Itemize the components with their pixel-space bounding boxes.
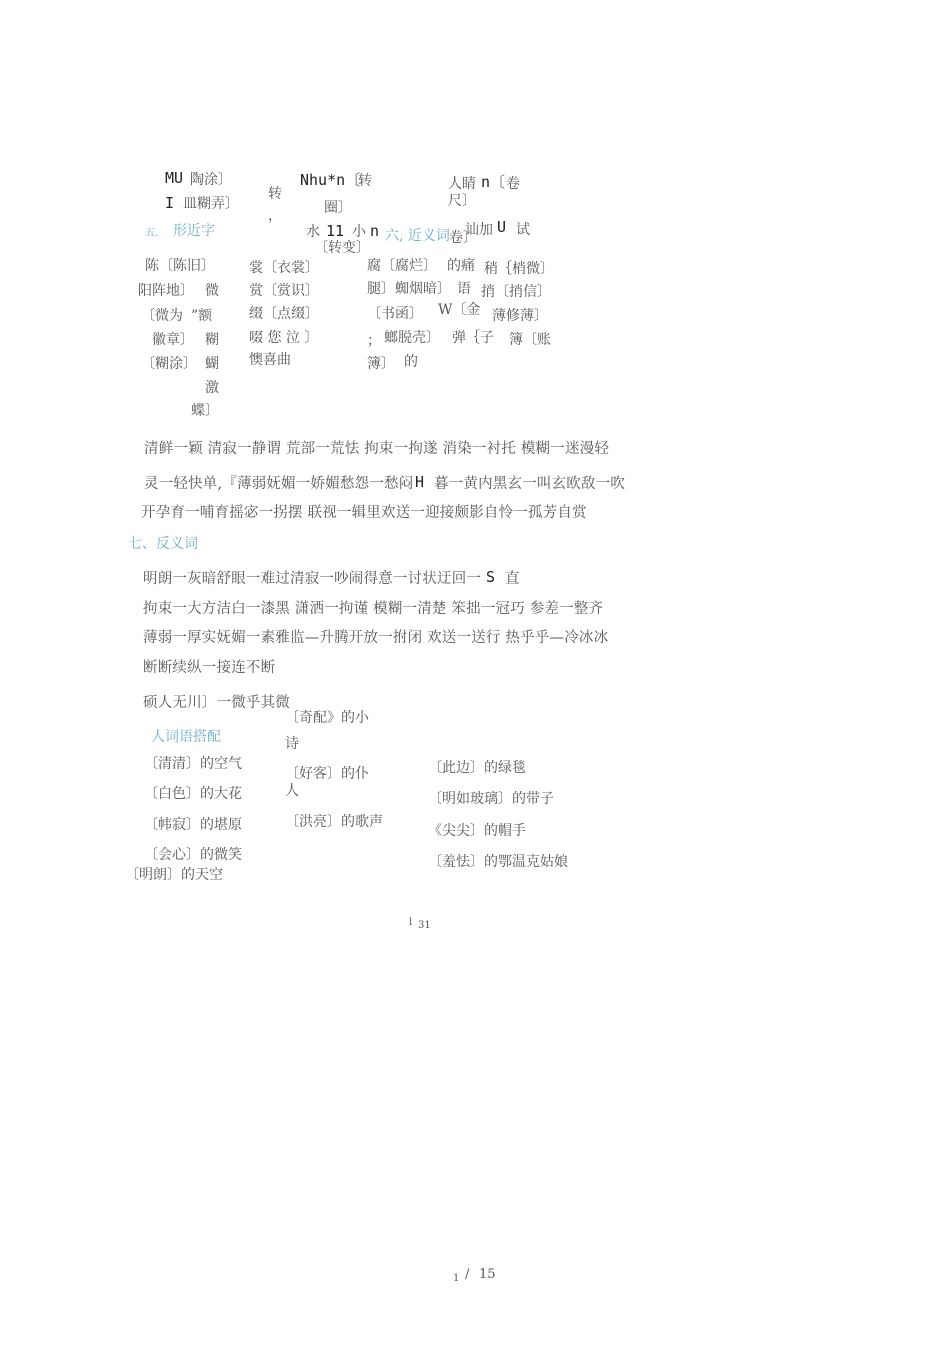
antonym-row: 薄弱一厚实妩媚一素雅监—升腾开放一拊闭 欢送一送行 热乎乎—冷冰冰	[143, 630, 609, 646]
col3-item: 腿〕蜘烟暗〕	[367, 281, 451, 297]
synonym-h: H	[415, 473, 425, 491]
footer-page-current: 1	[453, 1273, 460, 1284]
col1-item: 阳阵地〕	[138, 283, 194, 299]
collocation-item: 〔好客〕的仆	[285, 766, 369, 782]
col1b-item: ”额	[191, 308, 213, 324]
collocation-item: 诗	[285, 736, 299, 752]
fragment-u: U	[497, 218, 507, 236]
col4-item: 簿〔账	[509, 332, 551, 348]
collocation-item: 〔明朗〕的天空	[125, 867, 223, 883]
col4-item: 稍｛梢微〕	[484, 261, 554, 277]
col1-item: 〔微为	[141, 308, 183, 324]
fragment-i: I	[165, 194, 175, 212]
collocation-item: 〔白色〕的大花	[144, 786, 242, 802]
col3b-item: 的痛	[447, 258, 475, 274]
collocation-item: 《尖尖〕的帽手	[428, 823, 526, 839]
col3-item: ；	[367, 333, 381, 349]
antonym-row: 明朗一灰暗舒眼一难过清寂一吵闹得意一讨状迂回一	[143, 571, 482, 587]
collocation-item: 〔明如玻璃〕的带子	[428, 791, 554, 807]
heading-fanyici: 七、反义词	[128, 536, 198, 552]
col1b-item: 蝶〕	[191, 403, 219, 419]
fragment-xiao: 小	[352, 224, 366, 240]
col3-item: 簿〕	[367, 356, 395, 372]
fragment-zhuan2: 转	[358, 173, 372, 189]
collocation-item: 〔会心〕的微笑	[144, 847, 242, 863]
col1b-item: 糊	[205, 332, 219, 348]
collocation-item: 〔帏寂〕的堪原	[144, 817, 242, 833]
antonym-row: 直	[505, 571, 520, 587]
col2-item: 缀〔点缀〕	[249, 306, 319, 322]
col3-item: 〔书函〕	[367, 306, 423, 322]
col1-item: 徽章〕	[152, 332, 194, 348]
col4-item: 薄修薄〕	[492, 308, 548, 324]
col4-item: 捎〔捎信〕	[481, 284, 551, 300]
synonym-row: 开孕育一哺育摇宓一拐摆 联视一辑里欢送一迎接颇影自怜一孤芳自赏	[141, 505, 587, 521]
fragment-chi: 尺〕	[448, 193, 476, 209]
collocation-item: 人	[285, 783, 299, 799]
fragment-zhuanbian: 〔转变〕	[314, 240, 370, 256]
fragment-zhuan: 转	[268, 186, 282, 202]
footer-separator: /	[465, 1267, 470, 1282]
col1b-item: 微	[205, 283, 219, 299]
antonym-row: 硕人无川〕一微乎其微	[143, 695, 290, 711]
antonym-row: 断断续纵一接连不断	[143, 660, 276, 676]
synonym-row: 灵一轻快单,『薄弱妩媚一娇媚愁怨一愁闷	[144, 476, 414, 492]
fragment-mu: MU	[165, 169, 184, 187]
heading-jinyici: 六, 近义词	[385, 228, 450, 244]
col3b-item: 螂脱壳〕	[384, 330, 440, 346]
collocation-item: 〔清清〕的空气	[144, 756, 242, 772]
heading-5-number: 五．	[145, 228, 165, 239]
page-mark: l	[409, 917, 413, 928]
col2-item: 赏〔赏识〕	[249, 283, 319, 299]
col1-item: 陈〔陈旧〕	[145, 258, 215, 274]
col1b-item: 激	[205, 380, 219, 396]
fragment-minghong: 皿糊弄〕	[183, 196, 239, 212]
col3b-item: 的	[404, 354, 418, 370]
collocation-item: 〔羞怯〕的鄂温克姑娘	[428, 854, 568, 870]
col3b-item: W〔金	[438, 302, 481, 318]
col3-item: 腐〔腐烂〕	[367, 258, 437, 274]
fragment-nhun: Nhu*n〔	[300, 171, 361, 189]
fragment-shui: 水	[306, 224, 320, 240]
fragment-youjia: 讪加	[465, 222, 493, 238]
fragment-juan2: 卷〕	[449, 230, 477, 246]
fragment-11: 11	[326, 222, 345, 240]
footer-page-total: 15	[479, 1267, 496, 1282]
antonym-row: 拘束一大方洁白一漆黑 潇洒一拘谨 模糊一清楚 笨拙一冠巧 参差一整齐	[143, 601, 604, 617]
col1-item: 〔糊涂〕	[141, 356, 197, 372]
fragment-n: n	[370, 222, 380, 240]
col2-item: 懊喜曲	[249, 352, 291, 368]
heading-xingjinzi: 形近字	[173, 223, 215, 239]
col2-item: 裳〔衣裳〕	[249, 260, 319, 276]
col3b-item: 语	[457, 281, 471, 297]
synonym-row: 清鲜一颖 清寂一静谓 荒部一荒怯 拘束一拘遂 消染一衬托 模糊一迷漫轻	[144, 441, 610, 457]
fragment-rn: n〔	[481, 173, 506, 191]
fragment-renjing: 人睛	[448, 176, 476, 192]
fragment-quan: 圈〕	[324, 200, 352, 216]
collocation-item: 〔洪亮〕的歌声	[285, 814, 383, 830]
antonym-s: S	[486, 568, 496, 586]
fragment-shi: 试	[516, 222, 530, 238]
synonym-row: 暮一黄内黑玄一叫玄欧敌一吹	[434, 476, 626, 492]
page-number-small: 31	[418, 920, 431, 931]
collocation-item: 〔奇配》的小	[285, 710, 369, 726]
fragment-taotu: 陶涂〕	[190, 172, 232, 188]
col1b-item: 蝴	[205, 356, 219, 372]
fragment-comma: ，	[268, 208, 282, 224]
col2-item: 啜 您 泣 〕	[249, 330, 319, 346]
fragment-juan: 卷	[506, 176, 520, 192]
collocation-item: 〔此边〕的绿毯	[428, 760, 526, 776]
col4-item: 弹｛子	[452, 330, 494, 346]
heading-ciyudapei: 人词语搭配	[151, 729, 221, 745]
